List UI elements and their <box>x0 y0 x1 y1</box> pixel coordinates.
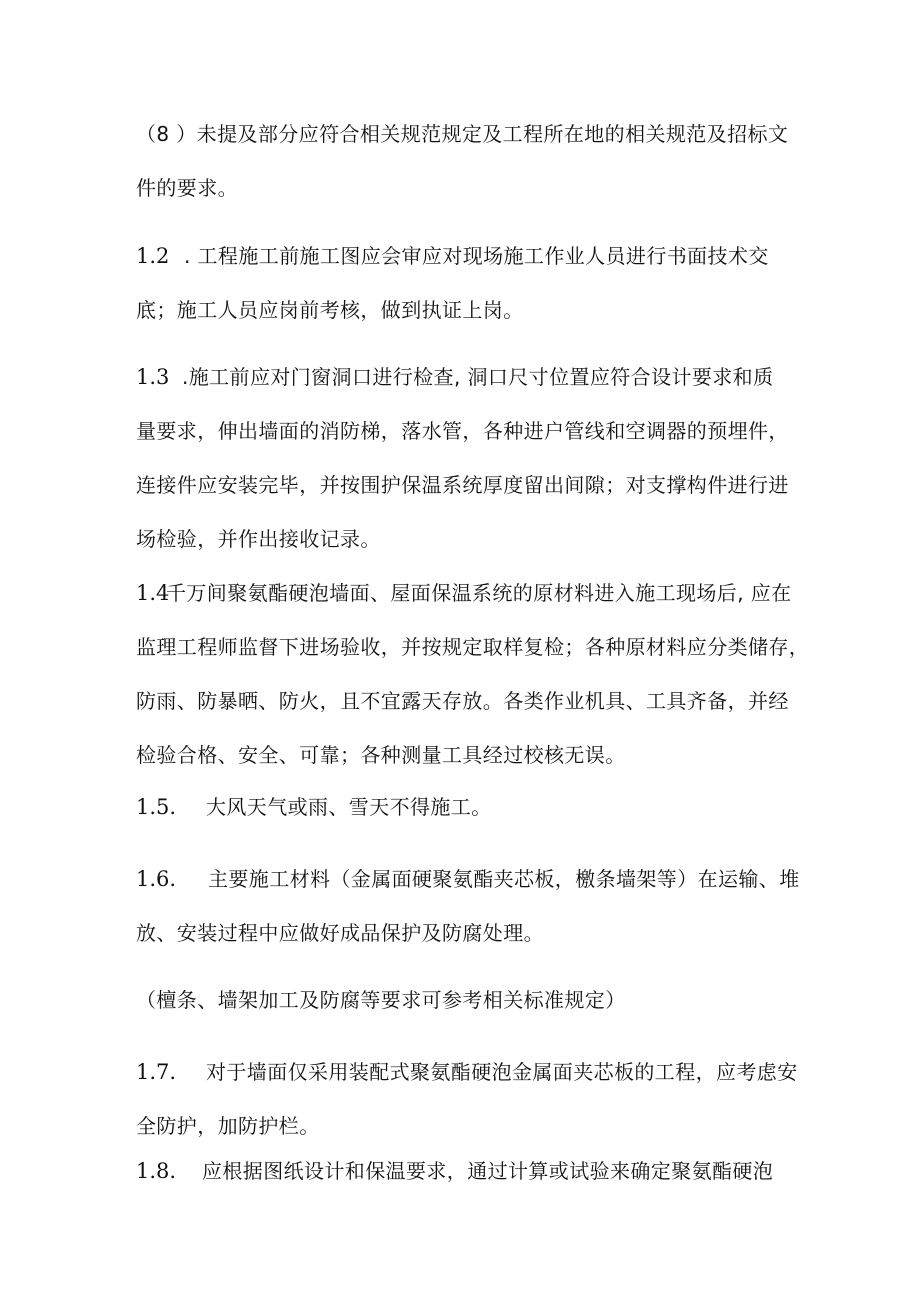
section-number: 1.5. <box>136 795 177 819</box>
line-text: 主要施工材料（金属面硬聚氨酯夹芯板，檄条墙架等）在运输、堆 <box>208 867 800 891</box>
section-number: 1.6. <box>136 867 177 891</box>
paragraph-line <box>136 852 800 906</box>
paragraph-line: 连接件应安装完毕，并按围护保温系统厚度留出间隙；对支撑构件进行进 <box>136 473 789 497</box>
paragraph-line: 量要求，伸出墙面的消防梯，落水管，各种进户管线和空调器的预埋件， <box>136 419 789 443</box>
line-text: 千万间聚氨酯硬泡墙面、屋面保温系统的原材料进入施工现场后, 应在 <box>166 581 792 605</box>
paragraph-line: 检验合格、安全、可靠；各种测量工具经过校核无误。 <box>136 743 626 767</box>
paragraph-line <box>136 566 796 620</box>
paragraph-line <box>136 1144 796 1198</box>
paragraph-line: 放、安装过程中应做好成品保护及防腐处理。 <box>136 921 544 945</box>
paragraph-line: 防雨、防暴晒、防火，且不宜露天存放。各类作业机具、工具齐备，并经 <box>136 689 789 713</box>
paragraph-8 <box>136 107 796 215</box>
paragraph-line <box>136 350 796 404</box>
paragraph-1-6 <box>136 852 800 960</box>
paragraph-1-5 <box>136 780 796 834</box>
line-text: 大风天气或雨、雪天不得施工。 <box>206 795 492 819</box>
paragraph-line: 全防护，加防护栏。 <box>136 1114 320 1138</box>
paragraph-line <box>136 780 796 834</box>
section-number: 1.4 <box>136 581 170 605</box>
paragraph-1-7 <box>136 1045 796 1153</box>
line-text: 对于墙面仅采用装配式聚氨酯硬泡金属面夹芯板的工程，应考虑安 <box>206 1060 798 1084</box>
paragraph-line: 场检验，并作出接收记录。 <box>136 527 381 551</box>
paragraph-line: （檀条、墙架加工及防腐等要求可参考相关标准规定） <box>136 988 626 1012</box>
paragraph-note <box>136 973 796 1027</box>
paragraph-1-8 <box>136 1144 796 1198</box>
paragraph-1-2 <box>136 229 796 337</box>
paragraph-1-4 <box>136 566 810 782</box>
line-text: 应根据图纸设计和保温要求，通过计算或试验来确定聚氨酯硬泡 <box>202 1159 774 1183</box>
section-number: 1.3 <box>136 365 170 389</box>
line-text: . 工程施工前施工图应会审应对现场施工作业人员进行书面技术交 <box>184 244 769 268</box>
line-text: .施工前应对门窗洞口进行检查, 洞口尺寸位置应符合设计要求和质 <box>182 365 774 389</box>
section-number: 1.8. <box>136 1159 177 1183</box>
section-number: 1.7. <box>136 1060 177 1084</box>
paragraph-line: 件的要求。 <box>136 176 238 200</box>
section-number: 1.2 <box>136 244 170 268</box>
paragraph-line: （8 ）未提及部分应符合相关规范规定及工程所在地的相关规范及招标文 <box>136 122 789 146</box>
paragraph-line: 监理工程师监督下进场验收，并按规定取样复检；各种原材料应分类储存， <box>136 635 810 659</box>
paragraph-line: 底；施工人员应岗前考核，做到执证上岗。 <box>136 298 524 322</box>
paragraph-1-3 <box>136 350 796 566</box>
paragraph-line <box>136 229 796 283</box>
paragraph-line <box>136 1045 796 1099</box>
